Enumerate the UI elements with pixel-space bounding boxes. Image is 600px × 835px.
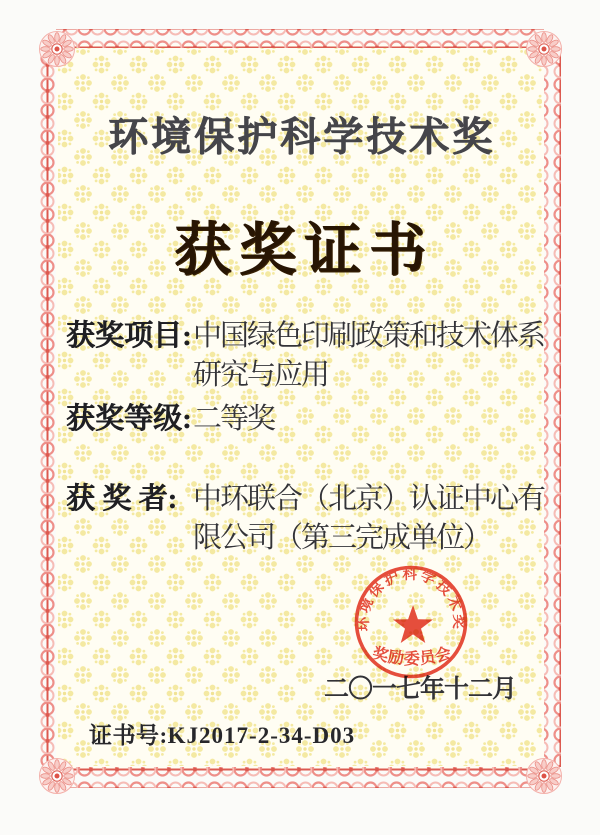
field-project-value-line2: 研究与应用	[193, 359, 329, 391]
field-project	[66, 317, 544, 395]
field-project-value	[193, 317, 544, 395]
corner-ornament-bottom-right	[527, 759, 562, 794]
certificate-title: 获奖证书	[174, 219, 434, 282]
certificate-number	[89, 717, 355, 750]
certificate-number-value: KJ2017-2-34-D03	[167, 723, 356, 748]
border-bottom	[56, 767, 544, 788]
corner-ornament-top-left	[40, 32, 75, 67]
field-grade	[66, 400, 544, 439]
field-winner-label: 获 奖 者:	[66, 483, 178, 515]
field-winner-value-line2: 限公司（第三完成单位）	[193, 522, 491, 554]
field-project-label: 获奖项目:	[66, 320, 192, 352]
certificate-number-label: 证书号:	[89, 723, 168, 748]
seal-bottom-text-container	[370, 643, 453, 668]
corner-ornament-top-right	[527, 32, 562, 67]
field-winner-value-line1: 中环联合（北京）认证中心有	[193, 483, 545, 515]
star-icon	[393, 605, 433, 643]
seal-arc-text: 环境保护科学技术奖	[355, 567, 467, 632]
corner-ornament-bottom-left	[40, 759, 75, 794]
border-top	[56, 29, 544, 48]
award-fields	[66, 317, 544, 558]
award-name-heading: 环境保护科学技术奖	[108, 114, 495, 159]
field-project-value-line1: 中国绿色印刷政策和技术体系	[193, 320, 545, 352]
field-grade-value-line1: 二等奖	[193, 403, 275, 435]
seal-bottom-text: 奖励委员会	[370, 645, 454, 668]
official-seal	[336, 547, 486, 697]
issue-date: 二〇一七年十二月	[324, 676, 517, 703]
field-grade-value	[193, 400, 544, 439]
field-grade-label: 获奖等级:	[66, 403, 192, 435]
